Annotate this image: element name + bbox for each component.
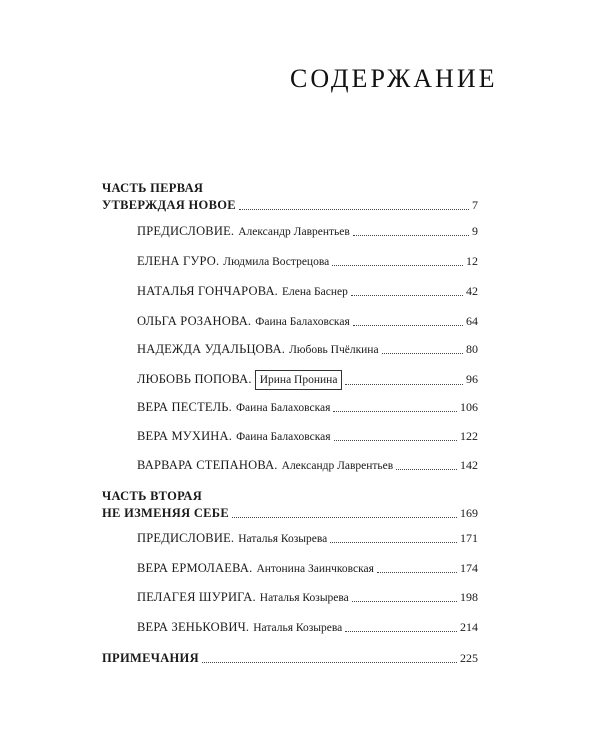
page-number: 171 bbox=[460, 531, 478, 545]
entry-author: Любовь Пчёлкина bbox=[289, 344, 379, 356]
notes-label: ПРИМЕЧАНИЯ bbox=[102, 651, 199, 665]
page-number: 9 bbox=[472, 224, 478, 238]
entry-heading: ВЕРА ЗЕНЬКОВИЧ. bbox=[137, 620, 250, 634]
page-number: 64 bbox=[466, 314, 478, 328]
part1-label: ЧАСТЬ ПЕРВАЯ bbox=[102, 181, 204, 195]
part2-label: ЧАСТЬ ВТОРАЯ bbox=[102, 489, 203, 503]
dot-leader bbox=[345, 384, 463, 385]
dot-leader bbox=[202, 662, 457, 663]
notes-row[interactable] bbox=[102, 650, 478, 666]
entry-heading: ВЕРА МУХИНА. bbox=[137, 429, 233, 443]
page-number: 42 bbox=[466, 284, 478, 298]
toc-entry[interactable] bbox=[137, 283, 478, 300]
page-number: 80 bbox=[466, 342, 478, 356]
page-number: 96 bbox=[466, 372, 478, 386]
dot-leader bbox=[332, 265, 463, 266]
dot-leader bbox=[345, 631, 457, 632]
page-number: 7 bbox=[472, 198, 478, 212]
toc-entry[interactable] bbox=[137, 428, 478, 445]
entry-author: Александр Лаврентьев bbox=[281, 460, 394, 472]
toc-entry[interactable] bbox=[137, 589, 478, 606]
entry-author: Александр Лаврентьев bbox=[238, 226, 350, 238]
entry-heading: НАТАЛЬЯ ГОНЧАРОВА. bbox=[137, 284, 279, 298]
entry-author: Наталья Козырева bbox=[253, 622, 343, 634]
entry-author: Антонина Заинчковская bbox=[256, 563, 374, 575]
toc-entry[interactable] bbox=[137, 457, 478, 474]
page-title: СОДЕРЖАНИЕ bbox=[290, 64, 498, 93]
dot-leader bbox=[353, 325, 463, 326]
entry-heading: ОЛЬГА РОЗАНОВА. bbox=[137, 314, 252, 328]
part2-row[interactable] bbox=[102, 505, 478, 521]
entry-heading: ПЕЛАГЕЯ ШУРИГА. bbox=[137, 590, 256, 604]
page-number: 214 bbox=[460, 620, 478, 634]
entry-heading: ВЕРА ЕРМОЛАЕВА. bbox=[137, 561, 253, 575]
part1-name: УТВЕРЖДАЯ НОВОЕ bbox=[102, 198, 236, 212]
page-number: 106 bbox=[460, 400, 478, 414]
part2-name: НЕ ИЗМЕНЯЯ СЕБЕ bbox=[102, 506, 230, 520]
dot-leader bbox=[239, 209, 469, 210]
toc-entry[interactable] bbox=[137, 223, 478, 240]
dot-leader bbox=[351, 295, 463, 296]
toc-entry[interactable] bbox=[137, 341, 478, 358]
dot-leader bbox=[382, 353, 463, 354]
entry-heading: НАДЕЖДА УДАЛЬЦОВА. bbox=[137, 342, 286, 356]
entry-author: Фаина Балаховская bbox=[255, 316, 350, 328]
page-number: 142 bbox=[460, 458, 478, 472]
entry-heading: ЛЮБОВЬ ПОПОВА. bbox=[137, 372, 252, 386]
page-number: 225 bbox=[460, 651, 478, 665]
entry-author: Фаина Балаховская bbox=[235, 402, 331, 414]
entry-heading: ВЕРА ПЕСТЕЛЬ. bbox=[137, 400, 232, 414]
dot-leader bbox=[334, 440, 457, 441]
entry-author: Наталья Козырева bbox=[238, 533, 328, 545]
toc-entry[interactable] bbox=[137, 370, 478, 390]
entry-heading: ПРЕДИСЛОВИЕ. bbox=[137, 531, 235, 545]
part1-row[interactable] bbox=[102, 197, 478, 213]
toc-entry[interactable] bbox=[137, 619, 478, 636]
toc-entry[interactable] bbox=[137, 560, 478, 577]
dot-leader bbox=[377, 572, 457, 573]
entry-author: Людмила Вострецова bbox=[223, 256, 330, 268]
toc-entry[interactable] bbox=[137, 253, 478, 270]
page-number: 174 bbox=[460, 561, 478, 575]
entry-author: Фаина Балаховская bbox=[236, 431, 331, 443]
dot-leader bbox=[352, 601, 457, 602]
dot-leader bbox=[330, 542, 457, 543]
page-number: 122 bbox=[460, 429, 478, 443]
dot-leader bbox=[333, 411, 457, 412]
dot-leader bbox=[232, 517, 457, 518]
page-number: 198 bbox=[460, 590, 478, 604]
toc-entry[interactable] bbox=[137, 530, 478, 547]
entry-heading: ВАРВАРА СТЕПАНОВА. bbox=[137, 458, 278, 472]
page-number: 12 bbox=[466, 254, 478, 268]
entry-heading: ПРЕДИСЛОВИЕ. bbox=[137, 224, 235, 238]
page-number: 169 bbox=[460, 506, 478, 520]
toc-entry[interactable] bbox=[137, 313, 478, 330]
dot-leader bbox=[353, 235, 469, 236]
entry-author: Наталья Козырева bbox=[259, 592, 349, 604]
entry-author: Елена Баснер bbox=[282, 286, 348, 298]
toc-entry[interactable] bbox=[137, 399, 478, 416]
entry-heading: ЕЛЕНА ГУРО. bbox=[137, 254, 220, 268]
entry-author-highlighted: Ирина Пронина bbox=[255, 370, 343, 390]
dot-leader bbox=[396, 469, 457, 470]
